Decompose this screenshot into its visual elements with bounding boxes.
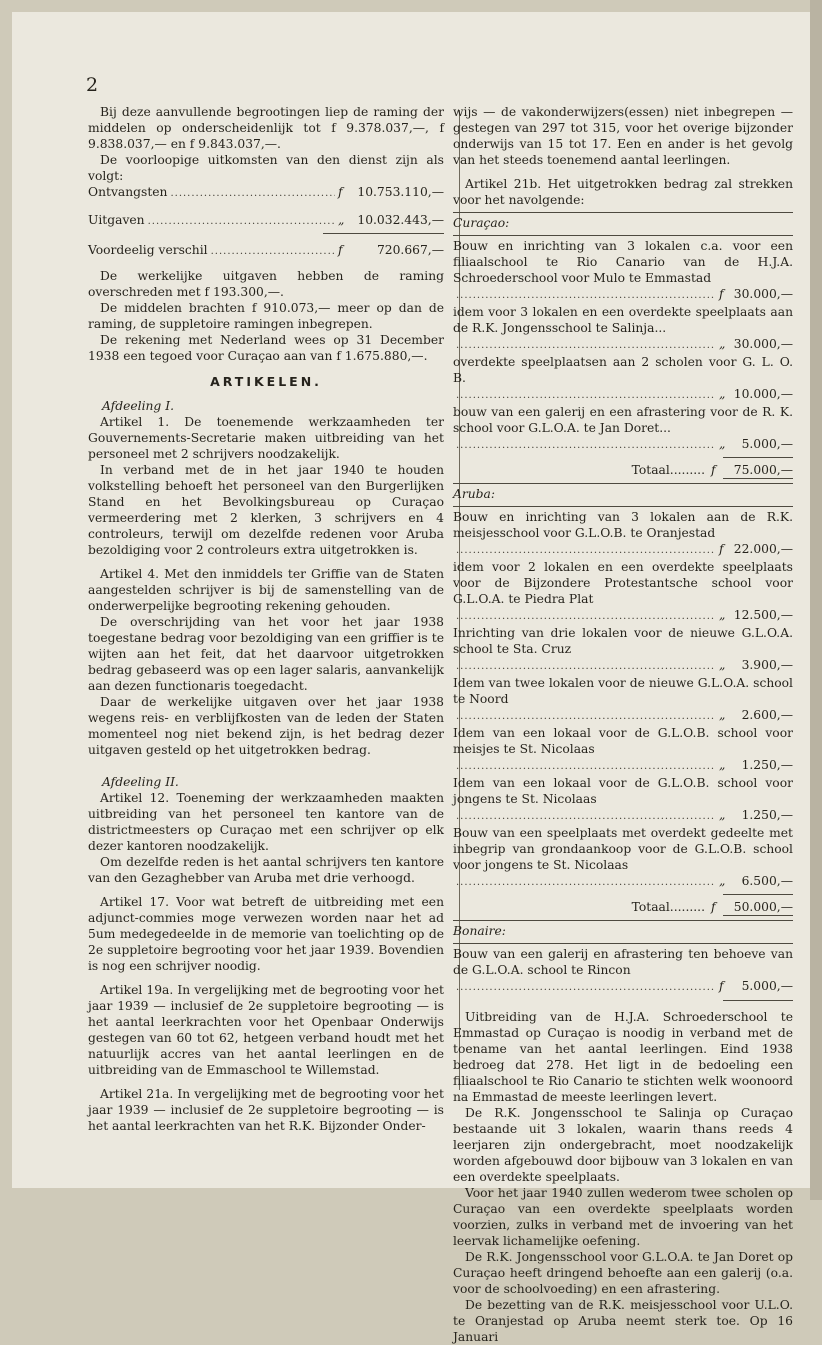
divider [453,235,793,236]
currency: f [338,185,343,199]
item-text: Bouw van een speelplaats met overdekt gedeelte met inbegrip van grondaankoop voor de G.L.O.B. school voor jongens te St. Nicolaas [453,826,793,872]
paragraph: Artikel 21b. Het uitgetrokken bedrag zal strekken voor het navolgende: [453,177,793,207]
currency: „ [719,808,726,822]
leader-dots [170,186,335,202]
amount: 1.250,— [741,758,793,772]
paragraph: Uitbreiding van de H.J.A. Schroederschool te Emmastad op Curaçao is noodig in verband met de toename van het aantal leerlingen. Eind 1938 bedroeg dat 278. Het ligt in de bedoeling een filiaalschool te Rio Canario te stichten welk woonoord na Emmastad de meeste leerlingen levert. [453,1010,793,1104]
amount: 2.600,— [741,708,793,722]
divider [453,212,793,213]
curacao-item [453,304,793,354]
subsection-title: Aruba: [453,487,496,501]
item-amount-row [453,657,793,675]
amount: 50.000,— [723,899,793,916]
item-amount-row [453,286,793,304]
paragraph: De rekening met Nederland wees op 31 December 1938 een tegoed voor Curaçao aan van f 1.675.880,—. [88,333,444,363]
leader-dots [456,980,716,996]
paragraph: Daar de werkelijke uitgaven over het jaar 1938 wegens reis- en verblijfkosten van de leden der Staten momenteel nog niet bekend zijn, is het bedrag dezer uitgaven gesteld op het uitgetrokken bedrag. [88,695,444,757]
amount: 10.032.443,— [357,213,444,227]
leader-dots [456,338,716,354]
divider [453,943,793,944]
amount: 10.000,— [733,387,793,401]
leader-dots [456,438,716,454]
uitgaven-row [88,212,444,230]
amount: 3.900,— [741,658,793,672]
leader-dots [456,388,716,404]
currency: „ [719,708,726,722]
amount: 12.500,— [733,608,793,622]
item-text: Idem van een lokaal voor de G.L.O.B. school voor jongens te St. Nicolaas [453,776,793,806]
aruba-item [453,725,793,775]
curacao-item [453,354,793,404]
paragraph: De R.K. Jongensschool voor G.L.O.A. te Jan Doret op Curaçao heeft dringend behoefte aan een galerij (o.a. voor de schoolvoeding) en een afrastering. [453,1250,793,1296]
paragraph: De voorloopige uitkomsten van den dienst zijn als volgt: [88,153,444,183]
paragraph: wijs — de vakonderwijzers(essen) niet inbegrepen — gestegen van 297 tot 315, voor het overige bijzonder onderwijs van 15 tot 17. Een en ander is het gevolg van het steeds toenemend aantal leerlingen. [453,105,793,167]
amount: 30.000,— [733,337,793,351]
leader-dots [456,875,716,891]
paragraph: De overschrijding van het voor het jaar 1938 toegestane bedrag voor bezoldiging van een griffier is te wijten aan het feit, dat het daarvoor uitgetrokken bedrag gebaseerd was op een lager salaris, aanvankelijk aan dezen functionaris toegedacht. [88,615,444,693]
subsection-title: Afdeeling I. [102,399,174,413]
leader-dots [456,759,716,775]
curacao-item [453,238,793,304]
item-amount-row [453,541,793,559]
item-amount-row [453,607,793,625]
leader-dots [456,809,716,825]
left-column [88,104,444,1134]
amount: 22.000,— [733,542,793,556]
paragraph: Bij deze aanvullende begrootingen liep de raming der middelen op onderscheidenlijk tot f 9.378.037,—, f 9.838.037,— en f 9.843.037,—. [88,105,444,151]
paragraph: De R.K. Jongensschool te Salinja op Curaçao bestaande uit 3 lokalen, waarin thans reeds 4 leerjaren zijn ondergebracht, moet noodzakelijk worden afgebouwd door bijbouw van 3 lokalen en van een overdekte speelplaats. [453,1106,793,1184]
aruba-total [453,899,793,916]
total-label: Totaal......... [631,463,705,477]
paragraph: Artikel 21a. In vergelijking met de begrooting voor het jaar 1939 — inclusief de 2e suppletoire begrooting — is het aantal leerkrachten van het R.K. Bijzonder Onder- [88,1087,444,1133]
amount: 30.000,— [733,287,793,301]
item-amount-row [453,807,793,825]
row-label: Voordeelig verschil [88,243,208,257]
leader-dots [211,244,335,260]
leader-dots [456,709,716,725]
item-text: idem voor 2 lokalen en een overdekte speelplaats voor de Bijzondere Protestantsche school voor G.L.O.A. te Piedra Plat [453,560,793,606]
paragraph: Artikel 1. De toenemende werkzaamheden ter Gouvernements-Secretarie maken uitbreiding van het personeel met 2 schrijvers noodzakelijk. [88,415,444,461]
aruba-item [453,625,793,675]
amount: 6.500,— [741,874,793,888]
page-number: 2 [86,74,99,96]
amount: 75.000,— [723,462,793,479]
divider [723,1000,793,1001]
section-heading: ARTIKELEN. [210,374,322,389]
aruba-item [453,775,793,825]
item-text: Bouw en inrichting van 3 lokalen c.a. voor een filiaalschool te Rio Canario van de H.J.A. Schroederschool voor Mulo te Emmastad [453,239,793,285]
paragraph: Artikel 4. Met den inmiddels ter Griffie van de Staten aangestelden schrijver is bij de samenstelling van de onderwerpelijke begrooting rekening gehouden. [88,567,444,613]
paragraph: Artikel 17. Voor wat betreft de uitbreiding met een adjunct-commies moge verwezen worden naar het ad 5um medegedeelde in de memorie van toelichting op de 2e suppletoire begrooting voor het jaar 1939. Bovendien is nog een schrijver noodig. [88,895,444,973]
divider [453,506,793,507]
item-text: overdekte speelplaatsen aan 2 scholen voor G. L. O. B. [453,355,793,385]
aruba-item [453,509,793,559]
voordeelig-row [88,242,444,260]
item-text: Idem van een lokaal voor de G.L.O.B. school voor meisjes te St. Nicolaas [453,726,793,756]
amount: 5.000,— [741,437,793,451]
paragraph: Artikel 19a. In vergelijking met de begrooting voor het jaar 1939 — inclusief de 2e suppletoire begrooting — is het aantal leerkrachten voor het Openbaar Onderwijs gestegen van 60 tot 62, hetgeen verband houdt met het natuurlijk accres van het aantal leerlingen en de uitbreiding van de Emmaschool te Willemstad. [88,983,444,1077]
sum-rule [723,894,793,895]
item-text: bouw van een galerij en een afrastering voor de R. K. school voor G.L.O.A. te Jan Doret... [453,405,793,435]
item-amount-row [453,436,793,454]
currency: „ [719,387,726,401]
subsection-title: Bonaire: [453,924,506,938]
aruba-item [453,675,793,725]
currency: „ [719,658,726,672]
paragraph: Om dezelfde reden is het aantal schrijvers ten kantore van den Gezaghebber van Aruba met drie verhoogd. [88,855,444,885]
paragraph: De bezetting van de R.K. meisjesschool voor U.L.O. te Oranjestad op Aruba neemt sterk toe. Op 16 Januari [453,1298,793,1344]
item-text: Idem van twee lokalen voor de nieuwe G.L.O.A. school te Noord [453,676,793,706]
sum-rule [723,457,793,458]
total-label: Totaal......... [631,900,705,914]
currency: „ [719,874,726,888]
leader-dots [456,288,716,304]
item-amount-row [453,757,793,775]
currency: „ [719,337,726,351]
currency: f [711,463,716,477]
item-amount-row [453,978,793,996]
currency: „ [338,213,345,227]
row-label: Uitgaven [88,213,145,227]
divider [453,920,793,921]
bonaire-item [453,946,793,996]
curacao-item [453,404,793,454]
subsection-title: Curaçao: [453,216,510,230]
leader-dots [456,609,716,625]
currency: f [719,979,724,993]
item-amount-row [453,873,793,891]
paragraph: Voor het jaar 1940 zullen wederom twee scholen op Curaçao van een overdekte speelplaats worden voorzien, zulks in verband met de invoering van het leervak lichamelijke oefening. [453,1186,793,1248]
leader-dots [148,214,335,230]
sum-rule [323,233,444,234]
currency: f [719,287,724,301]
item-text: Bouw van een galerij en afrastering ten behoeve van de G.L.O.A. school te Rincon [453,947,793,977]
subsection-title: Afdeeling II. [102,775,179,789]
item-amount-row [453,707,793,725]
currency: f [338,243,343,257]
paragraph: De werkelijke uitgaven hebben de raming overschreden met f 193.300,—. [88,269,444,299]
item-text: Bouw en inrichting van 3 lokalen aan de R.K. meisjesschool voor G.L.O.B. te Oranjestad [453,510,793,540]
currency: „ [719,758,726,772]
divider [453,483,793,484]
right-column [453,104,793,1345]
item-text: idem voor 3 lokalen en een overdekte speelplaats aan de R.K. Jongensschool te Salinja... [453,305,793,335]
currency: f [719,542,724,556]
amount: 720.667,— [376,243,444,257]
currency: „ [719,608,726,622]
leader-dots [456,543,716,559]
curacao-total [453,462,793,479]
currency: f [711,900,716,914]
amount: 1.250,— [741,808,793,822]
paragraph: In verband met de in het jaar 1940 te houden volkstelling behoeft het personeel van den Burgerlijken Stand en het Bevolkingsbureau op Curaçao vermeerdering met 2 klerken, 3 schrijvers en 4 controleurs, terwijl om dezelfde redenen voor Aruba bezoldiging voor 2 controleurs extra uitgetrokken is. [88,463,444,557]
aruba-item [453,825,793,891]
paragraph: De middelen brachten f 910.073,— meer op dan de raming, de suppletoire ramingen inbegrepen. [88,301,444,331]
item-text: Inrichting van drie lokalen voor de nieuwe G.L.O.A. school te Sta. Cruz [453,626,793,656]
leader-dots [456,659,716,675]
item-amount-row [453,386,793,404]
paragraph: Artikel 12. Toeneming der werkzaamheden maakten uitbreiding van het personeel ten kantore van de districtmeesters op Curaçao met een schrijver op elk dezer kantoren noodzakelijk. [88,791,444,853]
amount: 10.753.110,— [357,185,444,199]
item-amount-row [453,336,793,354]
currency: „ [719,437,726,451]
ontvangsten-row [88,184,444,202]
aruba-item [453,559,793,625]
amount: 5.000,— [741,979,793,993]
page-edge [810,0,822,1200]
row-label: Ontvangsten [88,185,168,199]
